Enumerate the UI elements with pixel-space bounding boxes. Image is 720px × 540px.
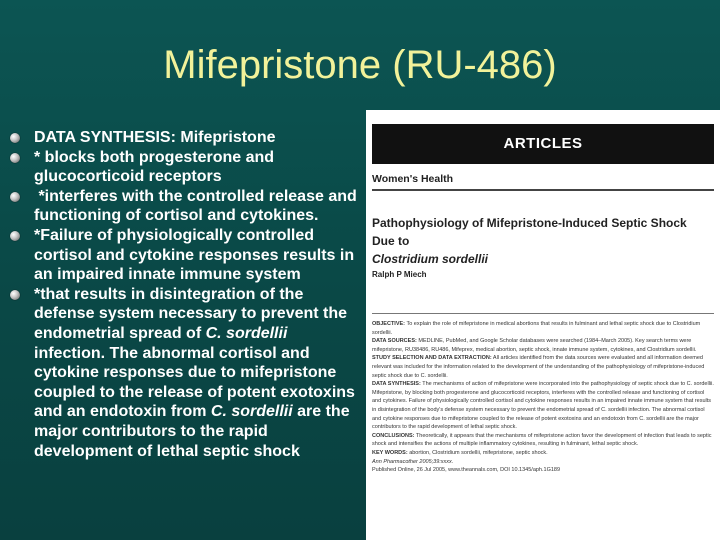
bullet-text	[34, 285, 360, 461]
article-section: Women's Health	[372, 173, 454, 185]
article-title-line: Pathophysiology of Mifepristone-Induced Septic Shock Due to	[372, 216, 687, 248]
article-author: Ralph P Miech	[372, 270, 427, 279]
abstract-text: To explain the role of mifepristone in medical abortions that results in fulminant and lethal septic shock due to Clostridium sordellii.	[372, 321, 701, 336]
bullet-item	[10, 148, 360, 187]
bullet-text: *interferes with the controlled release and functioning of cortisol and cytokines.	[34, 187, 362, 225]
abstract-sources	[372, 337, 714, 354]
abstract-citation: Ann Pharmacother 2005;39:xxxx.	[372, 458, 454, 465]
bullet-text: DATA SYNTHESIS: Mifepristone	[34, 129, 276, 146]
bullet-text-part: *that results in disintegration of the defense system necessary to prevent the endometrial spread of	[34, 285, 348, 342]
article-abstract	[372, 320, 714, 475]
organism-name: C. sordellii	[205, 324, 288, 342]
article-title	[372, 214, 712, 268]
bullet-item	[10, 285, 360, 461]
article-image	[366, 110, 720, 540]
bullet-item	[10, 128, 360, 148]
bullet-list	[10, 128, 360, 461]
abstract-label: DATA SOURCES:	[372, 338, 417, 345]
abstract-selection	[372, 354, 714, 380]
abstract-objective	[372, 320, 714, 337]
bullet-item	[10, 226, 360, 285]
abstract-label: KEY WORDS:	[372, 449, 408, 456]
abstract-label: CONCLUSIONS:	[372, 432, 415, 439]
abstract-text: abortion, Clostridium sordellii, mifepristone, septic shock.	[409, 449, 548, 456]
bullet-icon	[10, 153, 20, 163]
abstract-label: DATA SYNTHESIS:	[372, 381, 421, 388]
bullet-text-part: are the major contributors to the rapid development of lethal septic shock	[34, 403, 350, 460]
divider	[372, 313, 714, 314]
abstract-label: STUDY SELECTION AND DATA EXTRACTION:	[372, 355, 492, 362]
abstract-label: OBJECTIVE:	[372, 321, 406, 327]
abstract-text: All articles identified from the data sources were evaluated and all information deemed relevant was included for the information related to the development of the understanding of the pathophysiology of mifepristone-induced septic shock due to C. sordellii.	[372, 355, 705, 379]
article-title-line: Clostridium sordellii	[372, 252, 489, 266]
divider	[372, 189, 714, 191]
bullet-text: * blocks both progesterone and glucocorticoid receptors	[34, 148, 275, 186]
abstract-citation: Published Online, 26 Jul 2005, www.theannals.com, DOI 10.1345/aph.1G189	[372, 467, 561, 474]
abstract-keywords	[372, 449, 714, 458]
bullet-text: *Failure of physiologically controlled cortisol and cytokine responses results in an impaired innate immune system	[34, 226, 355, 284]
abstract-text: MEDLINE, PubMed, and Google Scholar databases were searched (1984–March 2005). Key search terms were mifepristone, RU38486, RU486, Mifeprex, medical abortion, septic shock, innate immune system, cytokines, and Clostridium sordellii.	[372, 338, 697, 353]
bullet-icon	[10, 192, 20, 202]
organism-name: C. sordellii	[210, 403, 293, 421]
bullet-icon	[10, 133, 20, 143]
bullet-icon	[10, 290, 20, 300]
abstract-synthesis	[372, 380, 714, 432]
article-header: ARTICLES	[372, 124, 714, 164]
bullet-text-part: infection. The abnormal cortisol and cytokine responses due to mifepristone coupled to the release of potent exotoxins and an endotoxin from	[34, 344, 355, 421]
slide-title: Mifepristone (RU-486)	[163, 43, 557, 87]
abstract-conclusions	[372, 432, 714, 449]
abstract-text: Theoretically, it appears that the mechanisms of mifepristone action favor the development of infection that leads to septic shock and intensifies the actions of multiple inflammatory cytokines, resulting in fulminant, lethal septic shock.	[372, 432, 712, 448]
abstract-text: The mechanisms of action of mifepristone were incorporated into the pathophysiology of septic shock due to C. sordellii. Mifepristone, by blocking both progesterone and glucocorticoid receptors, interferes with the controlled release and functioning of cortisol and cytokines. Failure of physiologically controlled cortisol and cytokine responses results in an impaired innate immune system that results in disintegration of the body's defense system necessary to prevent the endometrial spread of C. sordellii infection. The abnormal cortisol and cytokine responses due to mifepristone coupled to the release of potent exotoxins and an endotoxin from C. sordellii are the major contributors to the rapid development of lethal septic shock.	[372, 381, 714, 431]
bullet-item	[10, 187, 360, 226]
bullet-icon	[10, 231, 20, 241]
